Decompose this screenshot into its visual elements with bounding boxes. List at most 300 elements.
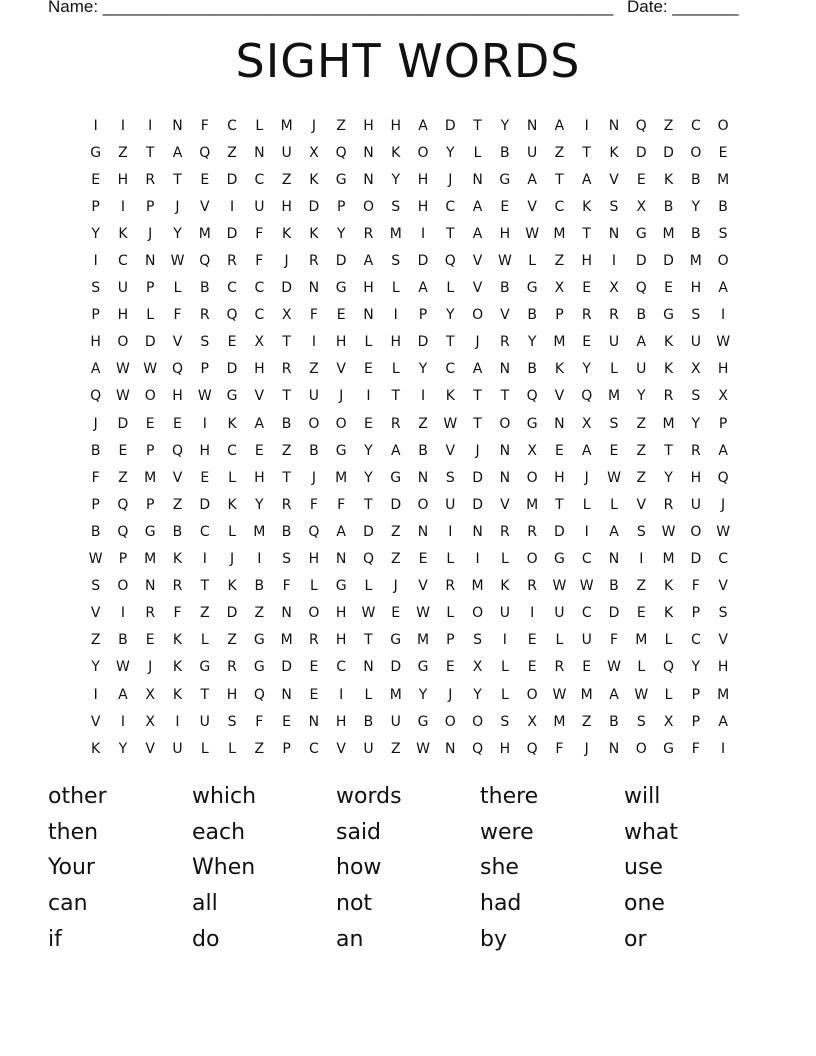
grid-letter: Z	[581, 713, 592, 730]
grid-letter: G	[335, 280, 347, 297]
grid-letter: X	[663, 713, 674, 730]
grid-letter: B	[172, 523, 183, 540]
grid-letter: R	[172, 578, 183, 595]
grid-letter: N	[608, 551, 620, 568]
grid-letter: I	[639, 551, 644, 568]
grid-row	[82, 193, 737, 220]
grid-letter: I	[202, 415, 207, 432]
grid-letter: K	[663, 578, 674, 595]
grid-letter: V	[554, 388, 565, 405]
grid-letter: Z	[636, 578, 647, 595]
grid-letter: A	[390, 442, 401, 459]
grid-letter: P	[718, 415, 728, 432]
grid-letter: I	[202, 551, 207, 568]
grid-letter: T	[200, 578, 210, 595]
grid-letter: Z	[390, 740, 401, 757]
grid-letter: D	[472, 469, 483, 486]
grid-letter: P	[91, 198, 100, 215]
grid-letter: X	[691, 361, 701, 378]
grid-letter: G	[390, 632, 402, 649]
grid-letter: M	[389, 686, 402, 703]
grid-letter: U	[636, 361, 647, 378]
grid-letter: N	[554, 415, 565, 432]
grid-letter: S	[200, 334, 210, 351]
grid-letter: M	[471, 578, 484, 595]
grid-letter: Z	[636, 469, 647, 486]
grid-row	[82, 383, 737, 410]
grid-letter: H	[499, 225, 511, 242]
grid-letter: N	[445, 740, 456, 757]
grid-letter: T	[200, 686, 210, 703]
grid-letter: Z	[636, 415, 647, 432]
grid-letter: M	[553, 225, 566, 242]
grid-letter: W	[116, 388, 130, 405]
grid-letter: L	[473, 144, 482, 161]
word-list-item: other	[48, 784, 107, 809]
grid-letter: K	[172, 551, 183, 568]
grid-letter: G	[499, 171, 511, 188]
grid-letter: H	[417, 171, 429, 188]
grid-letter: Y	[691, 415, 701, 432]
grid-letter: H	[254, 361, 265, 378]
grid-letter: D	[390, 659, 402, 676]
grid-letter: Y	[582, 361, 591, 378]
grid-letter: Y	[336, 225, 346, 242]
grid-letter: H	[717, 361, 729, 378]
grid-letter: W	[416, 740, 430, 757]
grid-letter: A	[418, 280, 428, 297]
grid-letter: O	[690, 523, 702, 540]
grid-letter: G	[90, 144, 102, 161]
grid-letter: E	[364, 415, 373, 432]
grid-letter: Z	[281, 442, 292, 459]
grid-letter: Z	[118, 469, 128, 486]
grid-letter: J	[284, 253, 289, 270]
grid-letter: V	[718, 632, 728, 649]
grid-letter: V	[336, 361, 346, 378]
grid-letter: N	[499, 361, 511, 378]
grid-letter: S	[91, 280, 101, 297]
grid-letter: Z	[227, 144, 237, 161]
grid-letter: C	[690, 632, 701, 649]
grid-letter: H	[581, 253, 592, 270]
grid-letter: T	[446, 225, 455, 242]
grid-letter: Y	[446, 144, 455, 161]
grid-letter: O	[417, 144, 429, 161]
grid-letter: H	[499, 740, 511, 757]
grid-letter: R	[199, 307, 210, 324]
grid-letter: H	[199, 442, 211, 459]
grid-letter: N	[526, 117, 538, 134]
grid-letter: G	[335, 442, 347, 459]
grid-letter: U	[608, 334, 620, 351]
grid-letter: R	[445, 578, 456, 595]
grid-letter: H	[554, 469, 565, 486]
grid-letter: E	[418, 551, 428, 568]
grid-letter: R	[227, 659, 237, 676]
grid-letter: V	[636, 496, 647, 513]
grid-letter: U	[390, 713, 401, 730]
grid-letter: H	[90, 334, 101, 351]
grid-letter: Y	[255, 496, 264, 513]
grid-letter: V	[718, 578, 728, 595]
grid-letter: G	[635, 225, 647, 242]
grid-row	[82, 275, 737, 302]
grid-letter: B	[254, 578, 265, 595]
grid-letter: M	[662, 225, 675, 242]
grid-letter: F	[255, 713, 264, 730]
grid-letter: G	[526, 280, 538, 297]
grid-letter: Y	[173, 225, 182, 242]
grid-letter: H	[335, 632, 347, 649]
grid-letter: D	[226, 361, 238, 378]
grid-letter: C	[227, 442, 237, 459]
grid-letter: I	[229, 198, 235, 215]
grid-letter: M	[662, 415, 675, 432]
grid-letter: E	[636, 171, 646, 188]
grid-letter: P	[145, 442, 155, 459]
grid-letter: L	[228, 523, 236, 540]
grid-letter: M	[553, 334, 566, 351]
grid-letter: D	[690, 551, 702, 568]
grid-letter: Y	[500, 117, 510, 134]
grid-letter: E	[200, 469, 210, 486]
grid-letter: F	[309, 496, 318, 513]
grid-letter: I	[502, 632, 507, 649]
grid-letter: P	[336, 198, 346, 215]
grid-letter: F	[555, 740, 564, 757]
grid-letter: C	[254, 171, 265, 188]
grid-letter: L	[446, 280, 455, 297]
grid-letter: T	[473, 388, 482, 405]
grid-letter: F	[691, 578, 700, 595]
grid-letter: F	[691, 740, 700, 757]
grid-letter: N	[335, 551, 347, 568]
grid-letter: I	[120, 198, 125, 215]
word-list-item: can	[48, 891, 88, 917]
grid-letter: G	[417, 659, 429, 676]
grid-letter: I	[393, 307, 398, 324]
grid-letter: P	[91, 496, 100, 513]
grid-letter: K	[391, 144, 401, 161]
grid-letter: L	[228, 469, 236, 486]
grid-letter: R	[281, 496, 292, 513]
grid-letter: J	[721, 496, 726, 513]
grid-letter: P	[145, 198, 155, 215]
grid-letter: N	[363, 171, 374, 188]
grid-letter: Q	[308, 523, 320, 540]
grid-letter: T	[473, 415, 482, 432]
grid-letter: R	[309, 632, 319, 649]
grid-letter: M	[580, 686, 593, 703]
grid-letter: E	[582, 334, 592, 351]
grid-letter: N	[417, 469, 429, 486]
grid-letter: T	[282, 334, 291, 351]
grid-letter: V	[472, 280, 483, 297]
grid-letter: H	[390, 334, 401, 351]
grid-letter: R	[145, 171, 156, 188]
word-list-item: use	[624, 855, 663, 881]
grid-letter: K	[172, 686, 183, 703]
grid-letter: C	[445, 198, 456, 215]
grid-letter: D	[144, 334, 156, 351]
grid-letter: I	[530, 605, 535, 622]
grid-letter: A	[118, 686, 128, 703]
grid-letter: A	[418, 117, 428, 134]
grid-letter: U	[445, 496, 456, 513]
grid-letter: E	[636, 605, 646, 622]
grid-letter: M	[253, 523, 266, 540]
grid-letter: A	[363, 253, 374, 270]
grid-letter: S	[500, 713, 510, 730]
grid-letter: H	[717, 659, 729, 676]
grid-letter: G	[663, 740, 674, 757]
grid-letter: A	[636, 334, 647, 351]
grid-letter: E	[445, 659, 455, 676]
grid-letter: L	[200, 740, 209, 757]
grid-letter: K	[663, 171, 674, 188]
grid-letter: Q	[472, 740, 484, 757]
grid-letter: W	[552, 686, 567, 703]
grid-letter: A	[554, 117, 565, 134]
grid-letter: R	[281, 361, 292, 378]
grid-letter: O	[526, 551, 538, 568]
grid-row	[82, 112, 737, 139]
grid-row	[82, 518, 737, 545]
grid-letter: K	[227, 415, 237, 432]
grid-letter: H	[281, 198, 292, 215]
grid-letter: A	[718, 280, 728, 297]
grid-letter: N	[499, 442, 511, 459]
grid-letter: Q	[117, 496, 129, 513]
grid-letter: W	[497, 253, 512, 270]
grid-letter: W	[716, 334, 731, 351]
grid-letter: L	[364, 686, 373, 703]
grid-letter: G	[253, 659, 265, 676]
grid-letter: N	[172, 117, 183, 134]
grid-letter: J	[393, 578, 398, 595]
grid-letter: A	[90, 361, 101, 378]
grid-letter: X	[527, 713, 537, 730]
grid-letter: A	[472, 361, 483, 378]
grid-letter: L	[146, 307, 155, 324]
grid-letter: J	[229, 551, 235, 568]
grid-letter: N	[608, 225, 620, 242]
grid-letter: Z	[663, 117, 674, 134]
grid-row	[82, 654, 737, 681]
grid-letter: V	[145, 740, 155, 757]
grid-letter: M	[280, 117, 293, 134]
grid-letter: T	[582, 225, 591, 242]
grid-letter: U	[199, 713, 210, 730]
grid-letter: B	[691, 171, 701, 188]
grid-letter: Q	[199, 144, 211, 161]
grid-letter: G	[335, 171, 347, 188]
grid-letter: B	[609, 578, 619, 595]
grid-letter: I	[611, 253, 617, 270]
grid-letter: O	[444, 713, 456, 730]
grid-letter: D	[635, 253, 647, 270]
grid-letter: R	[499, 334, 510, 351]
grid-letter: A	[609, 523, 619, 540]
grid-letter: Q	[90, 388, 102, 405]
grid-letter: N	[308, 713, 320, 730]
grid-letter: U	[363, 740, 374, 757]
grid-letter: H	[417, 198, 429, 215]
word-list-item: one	[624, 891, 665, 917]
grid-letter: L	[555, 632, 564, 649]
grid-letter: F	[173, 307, 182, 324]
grid-letter: J	[475, 442, 480, 459]
grid-letter: O	[526, 469, 538, 486]
grid-letter: D	[226, 605, 238, 622]
grid-letter: E	[309, 686, 319, 703]
grid-letter: Z	[636, 442, 647, 459]
grid-letter: R	[309, 253, 319, 270]
grid-letter: C	[254, 307, 265, 324]
grid-row	[82, 546, 737, 573]
grid-letter: A	[472, 225, 483, 242]
grid-letter: S	[473, 632, 483, 649]
grid-letter: Z	[172, 496, 183, 513]
word-list-item: all	[192, 891, 218, 917]
grid-letter: E	[582, 280, 592, 297]
grid-letter: S	[609, 198, 619, 215]
grid-letter: U	[499, 605, 510, 622]
grid-letter: Q	[117, 523, 129, 540]
grid-letter: L	[664, 686, 673, 703]
grid-letter: P	[446, 632, 455, 649]
grid-letter: H	[117, 307, 129, 324]
grid-letter: G	[199, 659, 211, 676]
grid-letter: V	[336, 740, 346, 757]
grid-row	[82, 139, 737, 166]
grid-letter: Z	[118, 144, 128, 161]
grid-letter: B	[309, 442, 319, 459]
grid-letter: Y	[636, 388, 646, 405]
grid-letter: E	[391, 605, 401, 622]
grid-letter: D	[663, 144, 674, 161]
grid-letter: I	[148, 117, 153, 134]
grid-letter: O	[635, 740, 647, 757]
grid-letter: B	[500, 280, 510, 297]
grid-letter: L	[582, 496, 591, 513]
grid-letter: R	[690, 442, 701, 459]
grid-letter: Y	[691, 659, 701, 676]
grid-letter: M	[717, 171, 730, 188]
grid-letter: G	[553, 551, 565, 568]
grid-letter: A	[609, 686, 619, 703]
word-list-item: do	[192, 926, 220, 952]
grid-letter: G	[144, 523, 156, 540]
grid-letter: M	[635, 632, 648, 649]
grid-letter: K	[445, 388, 455, 405]
grid-letter: K	[118, 225, 128, 242]
grid-letter: K	[500, 578, 510, 595]
grid-letter: D	[226, 225, 238, 242]
word-list-item: words	[336, 784, 402, 809]
grid-letter: D	[444, 117, 456, 134]
grid-letter: T	[364, 496, 373, 513]
grid-letter: M	[526, 496, 539, 513]
grid-letter: C	[581, 605, 592, 622]
grid-letter: U	[554, 605, 565, 622]
grid-letter: Q	[635, 280, 647, 297]
word-list-item: how	[336, 855, 382, 881]
grid-letter: A	[172, 144, 183, 161]
grid-letter: O	[362, 198, 374, 215]
grid-letter: S	[691, 388, 701, 405]
grid-letter: O	[472, 713, 484, 730]
grid-letter: J	[339, 388, 344, 405]
grid-letter: U	[527, 144, 538, 161]
grid-letter: M	[416, 632, 430, 649]
grid-letter: N	[363, 659, 374, 676]
grid-letter: T	[500, 388, 510, 405]
grid-letter: Q	[362, 551, 374, 568]
grid-letter: W	[116, 659, 130, 676]
grid-letter: W	[116, 361, 130, 378]
grid-letter: N	[608, 740, 620, 757]
grid-letter: D	[608, 605, 620, 622]
grid-letter: N	[281, 605, 292, 622]
grid-letter: P	[118, 551, 128, 568]
word-list-item: were	[480, 819, 534, 845]
grid-letter: T	[446, 334, 455, 351]
grid-letter: X	[636, 198, 647, 215]
grid-letter: N	[499, 469, 511, 486]
word-list	[48, 779, 768, 957]
grid-letter: P	[200, 361, 209, 378]
grid-letter: C	[227, 117, 237, 134]
grid-letter: Q	[526, 388, 538, 405]
grid-letter: A	[581, 171, 592, 188]
grid-letter: D	[417, 334, 429, 351]
grid-letter: I	[448, 523, 453, 540]
grid-letter: W	[143, 361, 158, 378]
grid-letter: M	[717, 686, 730, 703]
grid-letter: I	[257, 551, 262, 568]
grid-letter: Y	[91, 659, 100, 676]
grid-letter: V	[500, 496, 510, 513]
grid-letter: O	[117, 334, 129, 351]
grid-letter: S	[609, 415, 619, 432]
grid-letter: I	[721, 307, 726, 324]
grid-letter: A	[718, 713, 728, 730]
grid-letter: R	[227, 253, 237, 270]
grid-letter: H	[363, 280, 374, 297]
grid-letter: H	[117, 171, 129, 188]
grid-letter: E	[145, 632, 155, 649]
grid-letter: D	[117, 415, 129, 432]
grid-letter: V	[90, 605, 101, 622]
grid-letter: Y	[91, 225, 100, 242]
grid-letter: A	[254, 415, 265, 432]
grid-letter: I	[120, 605, 125, 622]
grid-letter: S	[91, 578, 101, 595]
word-list-item: an	[336, 926, 364, 952]
grid-letter: N	[608, 117, 620, 134]
grid-letter: K	[309, 225, 319, 242]
grid-letter: S	[391, 198, 401, 215]
grid-letter: X	[554, 280, 565, 297]
grid-letter: Q	[171, 442, 183, 459]
grid-letter: W	[525, 225, 540, 242]
grid-letter: K	[609, 144, 619, 161]
grid-letter: R	[363, 225, 374, 242]
grid-letter: Q	[717, 469, 729, 486]
grid-letter: O	[472, 605, 484, 622]
